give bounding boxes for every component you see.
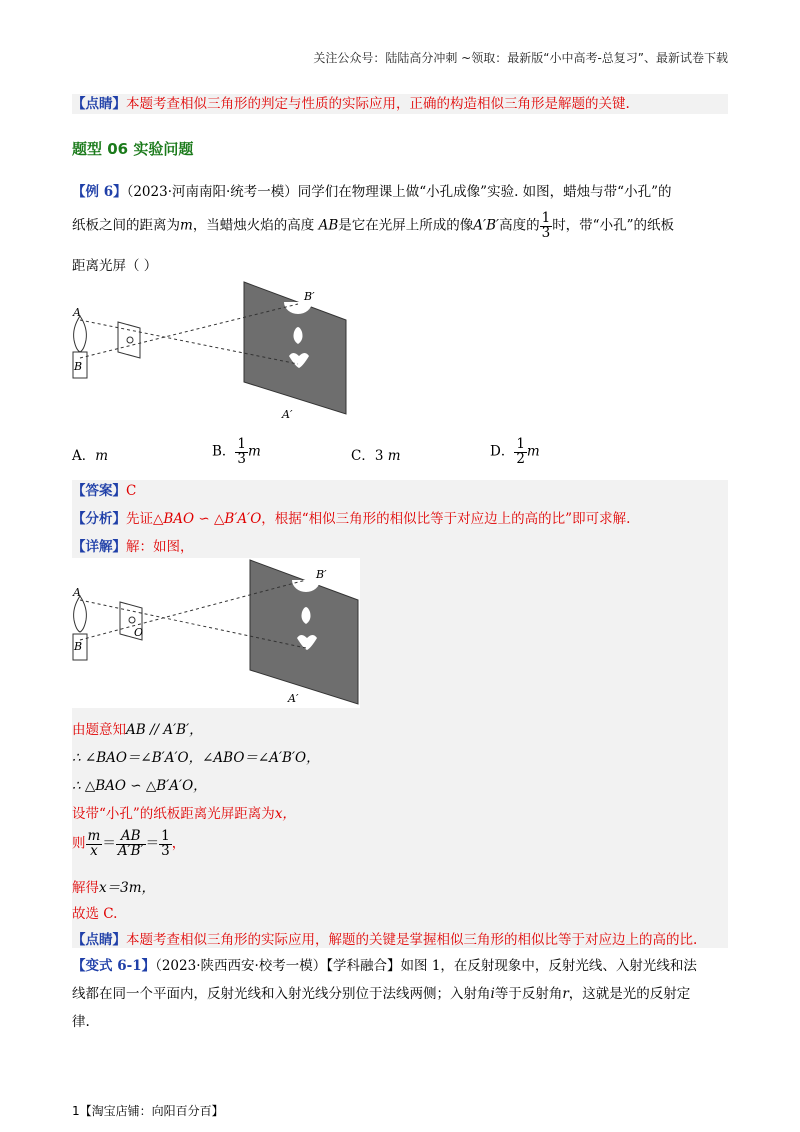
solution-line-6: 解得x＝3m，: [72, 880, 156, 896]
var-AB: AB: [318, 217, 339, 234]
var-ApBp: A′B′: [473, 217, 500, 234]
point-note-2: [72, 930, 742, 950]
point-tag: 【点睛】: [72, 932, 126, 948]
point-text: 本题考查相似三角形的判定与性质的实际应用，正确的构造相似三角形是解题的关键.: [126, 96, 630, 112]
analysis-expr: △BAO ∽ △B′A′O: [153, 511, 262, 527]
label-Ap: A′: [288, 692, 299, 705]
pinhole-board: [118, 322, 140, 358]
label-A: A: [73, 586, 81, 599]
label-A: A: [73, 306, 81, 319]
label-Bp: B′: [316, 568, 327, 581]
label-Ap: A′: [282, 408, 293, 420]
label-B: B: [74, 640, 83, 653]
variant-line-2: 线都在同一个平面内，反射光线和入射光线分别位于法线两侧；入射角i等于反射角r，这就是光的反射定: [72, 986, 691, 1002]
variant-text-1: （2023·陕西西安·校考一模）【学科融合】如图 1，在反射现象中，反射光线、入射光线和法: [155, 958, 697, 974]
label-O: O: [134, 626, 144, 639]
detail-text: 解：如图，: [126, 539, 194, 555]
option-d[interactable]: D． $\frac{1}{2}$ m: [490, 436, 540, 467]
detail-line: [72, 537, 194, 557]
label-B: B: [74, 360, 83, 373]
candle-flame: [74, 316, 87, 352]
solution-line-4: 设带“小孔”的纸板距离光屏距离为x，: [72, 806, 296, 822]
variant-line-3: 律.: [72, 1014, 90, 1030]
answer-tag: 【答案】: [72, 483, 126, 499]
candle-flame: [74, 596, 87, 632]
option-a[interactable]: A．m: [72, 448, 109, 464]
variant-tag: 【变式 6-1】: [72, 958, 156, 974]
solution-line-3: ∴ △BAO ∽ △B′A′O，: [72, 778, 207, 794]
example-text-2c: 是它在光屏上所成的像: [338, 217, 474, 234]
option-b[interactable]: B． $\frac{1}{3}$ m: [212, 436, 261, 467]
label-Bp: B′: [304, 290, 315, 303]
point-tag: 【点睛】: [72, 96, 126, 112]
solution-line-2: ∴ ∠BAO＝∠B′A′O，∠ABO＝∠A′B′O，: [72, 750, 320, 766]
analysis-pre: 先证: [126, 511, 153, 527]
example-text-2d: 高度的: [499, 217, 540, 234]
point-text: 本题考查相似三角形的实际应用，解题的关键是掌握相似三角形的相似比等于对应边上的高的比.: [126, 932, 698, 948]
example-text-2e: 时，带“小孔”的纸板: [552, 217, 674, 234]
var-m: m: [180, 217, 193, 234]
solution-line-5: 则 $\frac{m}{x}$ ＝ $\frac{AB}{A'B'}$ ＝ $\frac{1}{3}$ ，: [72, 828, 186, 859]
analysis-tag: 【分析】: [72, 511, 126, 527]
solution-line-7: 故选 C.: [72, 906, 118, 922]
screen: [244, 282, 346, 414]
example-text-1: （2023·河南南阳·统考一模）同学们在物理课上做“小孔成像”实验. 如图，蜡烛与带“小孔”的: [126, 184, 672, 200]
example-text-2b: ，当蜡烛火焰的高度: [192, 217, 315, 234]
analysis-post: ，根据“相似三角形的相似比等于对应边上的高的比”即可求解.: [261, 511, 631, 527]
pinhole-figure-2: [70, 558, 360, 708]
variant-line-1: [72, 956, 732, 976]
example-line-2: [72, 212, 732, 240]
options-row: [72, 436, 632, 474]
pinhole-figure-1: [70, 280, 360, 420]
option-c[interactable]: C．3 m: [351, 448, 401, 464]
example-line-1: [72, 182, 732, 202]
example-tag: 【例 6】: [72, 184, 127, 200]
example-text-2a: 纸板之间的距离为: [72, 217, 180, 234]
answer-value: C: [126, 483, 137, 499]
page-footer: 1【淘宝店铺：向阳百分百】: [72, 1104, 224, 1118]
page-header: 关注公众号：陆陆高分冲刺 ~领取：最新版“小中高考-总复习”、最新试卷下载: [313, 51, 728, 65]
detail-tag: 【详解】: [72, 539, 126, 555]
answer-line: [72, 481, 136, 501]
point-note-1: [72, 94, 728, 114]
solution-line-1: 由题意知AB // A′B′，: [72, 722, 203, 738]
section-title: 题型 06 实验问题: [72, 140, 194, 158]
example-line-3: 距离光屏（ ）: [72, 258, 158, 274]
fraction-one-third: $\frac{1}{3}$: [541, 210, 551, 241]
analysis-line: [72, 509, 630, 529]
